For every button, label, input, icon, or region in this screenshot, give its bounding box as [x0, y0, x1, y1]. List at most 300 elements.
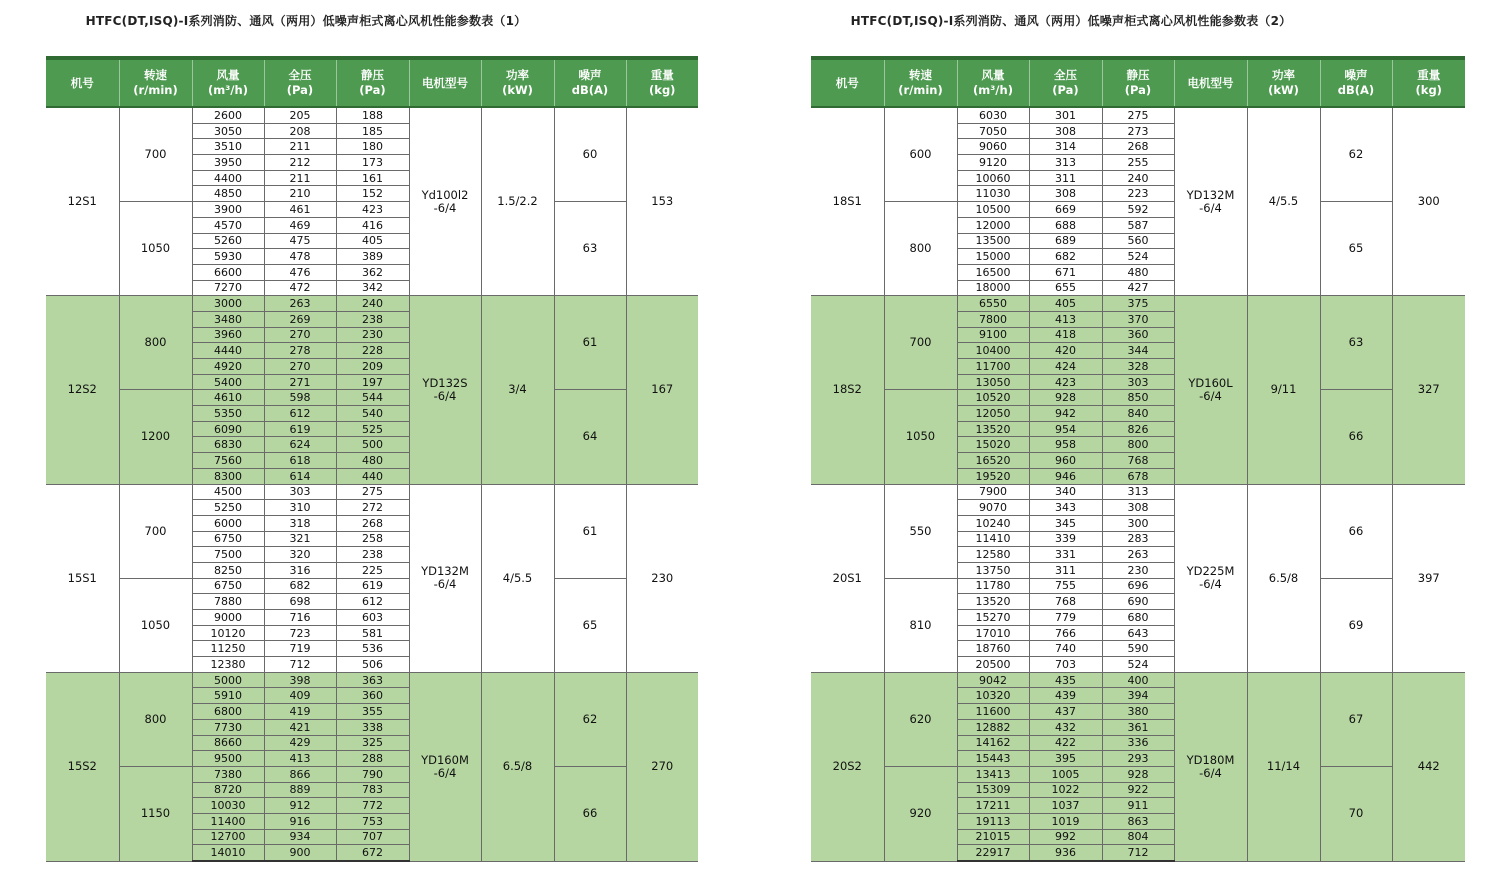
total-pressure-cell: 889 — [264, 782, 336, 798]
fan-model-cell: 20S1 — [811, 484, 884, 672]
noise-cell: 63 — [554, 202, 626, 296]
total-pressure-cell: 669 — [1029, 202, 1102, 218]
noise-cell: 69 — [1320, 578, 1392, 672]
motor-model-cell: YD160M -6/4 — [409, 672, 481, 861]
header-motor: 电机型号 — [1174, 58, 1247, 107]
airflow-cell: 12882 — [957, 719, 1029, 735]
static-pressure-cell: 268 — [1102, 139, 1174, 155]
airflow-cell: 6550 — [957, 296, 1029, 312]
total-pressure-cell: 946 — [1029, 468, 1102, 484]
speed-cell: 1200 — [119, 390, 192, 484]
total-pressure-cell: 303 — [264, 484, 336, 500]
static-pressure-cell: 308 — [1102, 500, 1174, 516]
header-speed: 转速 (r/min) — [884, 58, 957, 107]
table-row — [46, 296, 698, 312]
airflow-cell: 10400 — [957, 343, 1029, 359]
total-pressure-cell: 422 — [1029, 735, 1102, 751]
fan-spec-table — [46, 56, 698, 862]
total-pressure-cell: 942 — [1029, 406, 1102, 422]
airflow-cell: 6090 — [192, 421, 264, 437]
total-pressure-cell: 866 — [264, 766, 336, 782]
weight-cell: 167 — [626, 296, 698, 484]
airflow-cell: 6600 — [192, 264, 264, 280]
total-pressure-cell: 343 — [1029, 500, 1102, 516]
airflow-cell: 18760 — [957, 641, 1029, 657]
total-pressure-cell: 598 — [264, 390, 336, 406]
table-row — [811, 202, 1465, 218]
static-pressure-cell: 506 — [336, 657, 409, 673]
static-pressure-cell: 612 — [336, 594, 409, 610]
static-pressure-cell: 772 — [336, 798, 409, 814]
airflow-cell: 3000 — [192, 296, 264, 312]
static-pressure-cell: 342 — [336, 280, 409, 296]
header-static-pressure: 静压 (Pa) — [1102, 58, 1174, 107]
fan-model-cell: 12S1 — [46, 107, 119, 296]
airflow-cell: 5250 — [192, 500, 264, 516]
static-pressure-cell: 188 — [336, 107, 409, 123]
total-pressure-cell: 331 — [1029, 547, 1102, 563]
static-pressure-cell: 525 — [336, 421, 409, 437]
airflow-cell: 4920 — [192, 359, 264, 375]
airflow-cell: 11410 — [957, 531, 1029, 547]
table-title: HTFC(DT,ISQ)-I系列消防、通风（两用）低噪声柜式离心风机性能参数表（1） — [85, 14, 527, 28]
airflow-cell: 6750 — [192, 578, 264, 594]
airflow-cell: 9100 — [957, 327, 1029, 343]
power-cell: 6.5/8 — [1247, 484, 1320, 672]
motor-model-cell: Yd100l2 -6/4 — [409, 107, 481, 296]
total-pressure-cell: 1022 — [1029, 782, 1102, 798]
table-row — [811, 390, 1465, 406]
fan-model-cell: 15S2 — [46, 672, 119, 861]
weight-cell: 153 — [626, 107, 698, 296]
noise-cell: 65 — [1320, 202, 1392, 296]
static-pressure-cell: 524 — [1102, 249, 1174, 265]
header-weight: 重量 (kg) — [1392, 58, 1465, 107]
total-pressure-cell: 437 — [1029, 704, 1102, 720]
noise-cell: 62 — [554, 672, 626, 766]
speed-cell: 600 — [884, 107, 957, 202]
total-pressure-cell: 1037 — [1029, 798, 1102, 814]
table-row — [811, 484, 1465, 500]
airflow-cell: 9000 — [192, 610, 264, 626]
speed-cell: 1150 — [119, 766, 192, 861]
airflow-cell: 4610 — [192, 390, 264, 406]
table-row — [811, 766, 1465, 782]
airflow-cell: 6030 — [957, 107, 1029, 123]
static-pressure-cell: 355 — [336, 704, 409, 720]
airflow-cell: 14162 — [957, 735, 1029, 751]
total-pressure-cell: 421 — [264, 719, 336, 735]
airflow-cell: 11600 — [957, 704, 1029, 720]
total-pressure-cell: 723 — [264, 625, 336, 641]
airflow-cell: 14010 — [192, 845, 264, 861]
speed-cell: 700 — [119, 107, 192, 202]
total-pressure-cell: 429 — [264, 735, 336, 751]
total-pressure-cell: 419 — [264, 704, 336, 720]
airflow-cell: 4400 — [192, 170, 264, 186]
total-pressure-cell: 321 — [264, 531, 336, 547]
total-pressure-cell: 719 — [264, 641, 336, 657]
static-pressure-cell: 258 — [336, 531, 409, 547]
total-pressure-cell: 614 — [264, 468, 336, 484]
total-pressure-cell: 318 — [264, 515, 336, 531]
table-row — [46, 202, 698, 218]
total-pressure-cell: 618 — [264, 453, 336, 469]
header-motor: 电机型号 — [409, 58, 481, 107]
airflow-cell: 16520 — [957, 453, 1029, 469]
noise-cell: 62 — [1320, 107, 1392, 202]
static-pressure-cell: 238 — [336, 547, 409, 563]
total-pressure-cell: 212 — [264, 155, 336, 171]
fan-model-cell: 18S2 — [811, 296, 884, 484]
airflow-cell: 6830 — [192, 437, 264, 453]
static-pressure-cell: 928 — [1102, 766, 1174, 782]
noise-cell: 61 — [554, 484, 626, 578]
airflow-cell: 11700 — [957, 359, 1029, 375]
static-pressure-cell: 500 — [336, 437, 409, 453]
airflow-cell: 9042 — [957, 672, 1029, 688]
total-pressure-cell: 301 — [1029, 107, 1102, 123]
airflow-cell: 8660 — [192, 735, 264, 751]
static-pressure-cell: 273 — [1102, 123, 1174, 139]
total-pressure-cell: 712 — [264, 657, 336, 673]
airflow-cell: 19520 — [957, 468, 1029, 484]
motor-model-cell: YD132M -6/4 — [409, 484, 481, 672]
airflow-cell: 4850 — [192, 186, 264, 202]
airflow-cell: 13050 — [957, 374, 1029, 390]
speed-cell: 1050 — [119, 578, 192, 672]
airflow-cell: 4570 — [192, 217, 264, 233]
static-pressure-cell: 197 — [336, 374, 409, 390]
static-pressure-cell: 223 — [1102, 186, 1174, 202]
weight-cell: 300 — [1392, 107, 1465, 296]
airflow-cell: 7880 — [192, 594, 264, 610]
header-power: 功率 (kW) — [481, 58, 554, 107]
static-pressure-cell: 544 — [336, 390, 409, 406]
airflow-cell: 2600 — [192, 107, 264, 123]
airflow-cell: 17010 — [957, 625, 1029, 641]
total-pressure-cell: 682 — [264, 578, 336, 594]
noise-cell: 70 — [1320, 766, 1392, 861]
total-pressure-cell: 740 — [1029, 641, 1102, 657]
motor-model-cell: YD225M -6/4 — [1174, 484, 1247, 672]
static-pressure-cell: 275 — [336, 484, 409, 500]
static-pressure-cell: 768 — [1102, 453, 1174, 469]
noise-cell: 67 — [1320, 672, 1392, 766]
total-pressure-cell: 476 — [264, 264, 336, 280]
static-pressure-cell: 360 — [1102, 327, 1174, 343]
total-pressure-cell: 1019 — [1029, 813, 1102, 829]
airflow-cell: 17211 — [957, 798, 1029, 814]
power-cell: 6.5/8 — [481, 672, 554, 861]
fan-model-cell: 18S1 — [811, 107, 884, 296]
total-pressure-cell: 478 — [264, 249, 336, 265]
header-airflow: 风量 (m³/h) — [192, 58, 264, 107]
total-pressure-cell: 313 — [1029, 155, 1102, 171]
static-pressure-cell: 643 — [1102, 625, 1174, 641]
static-pressure-cell: 400 — [1102, 672, 1174, 688]
static-pressure-cell: 338 — [336, 719, 409, 735]
noise-cell: 66 — [1320, 484, 1392, 578]
airflow-cell: 12000 — [957, 217, 1029, 233]
static-pressure-cell: 707 — [336, 829, 409, 845]
power-cell: 4/5.5 — [481, 484, 554, 672]
airflow-cell: 5910 — [192, 688, 264, 704]
airflow-cell: 11030 — [957, 186, 1029, 202]
airflow-cell: 10120 — [192, 625, 264, 641]
total-pressure-cell: 308 — [1029, 123, 1102, 139]
power-cell: 3/4 — [481, 296, 554, 484]
static-pressure-cell: 283 — [1102, 531, 1174, 547]
table-row — [811, 672, 1465, 688]
total-pressure-cell: 339 — [1029, 531, 1102, 547]
static-pressure-cell: 230 — [1102, 562, 1174, 578]
total-pressure-cell: 420 — [1029, 343, 1102, 359]
airflow-cell: 21015 — [957, 829, 1029, 845]
static-pressure-cell: 240 — [336, 296, 409, 312]
static-pressure-cell: 288 — [336, 751, 409, 767]
static-pressure-cell: 303 — [1102, 374, 1174, 390]
total-pressure-cell: 439 — [1029, 688, 1102, 704]
static-pressure-cell: 230 — [336, 327, 409, 343]
static-pressure-cell: 300 — [1102, 515, 1174, 531]
airflow-cell: 4440 — [192, 343, 264, 359]
total-pressure-cell: 936 — [1029, 845, 1102, 861]
noise-cell: 66 — [554, 766, 626, 861]
speed-cell: 800 — [119, 672, 192, 766]
total-pressure-cell: 340 — [1029, 484, 1102, 500]
airflow-cell: 5350 — [192, 406, 264, 422]
airflow-cell: 7500 — [192, 547, 264, 563]
total-pressure-cell: 413 — [1029, 311, 1102, 327]
static-pressure-cell: 540 — [336, 406, 409, 422]
static-pressure-cell: 423 — [336, 202, 409, 218]
static-pressure-cell: 619 — [336, 578, 409, 594]
airflow-cell: 7730 — [192, 719, 264, 735]
header-speed: 转速 (r/min) — [119, 58, 192, 107]
airflow-cell: 10240 — [957, 515, 1029, 531]
airflow-cell: 10030 — [192, 798, 264, 814]
weight-cell: 327 — [1392, 296, 1465, 484]
static-pressure-cell: 850 — [1102, 390, 1174, 406]
airflow-cell: 22917 — [957, 845, 1029, 861]
static-pressure-cell: 361 — [1102, 719, 1174, 735]
noise-cell: 63 — [1320, 296, 1392, 390]
weight-cell: 270 — [626, 672, 698, 861]
total-pressure-cell: 435 — [1029, 672, 1102, 688]
static-pressure-cell: 185 — [336, 123, 409, 139]
total-pressure-cell: 278 — [264, 343, 336, 359]
table-row — [46, 672, 698, 688]
static-pressure-cell: 826 — [1102, 421, 1174, 437]
total-pressure-cell: 671 — [1029, 264, 1102, 280]
weight-cell: 397 — [1392, 484, 1465, 672]
airflow-cell: 19113 — [957, 813, 1029, 829]
static-pressure-cell: 590 — [1102, 641, 1174, 657]
header-total-pressure: 全压 (Pa) — [264, 58, 336, 107]
airflow-cell: 11250 — [192, 641, 264, 657]
static-pressure-cell: 480 — [336, 453, 409, 469]
static-pressure-cell: 560 — [1102, 233, 1174, 249]
static-pressure-cell: 480 — [1102, 264, 1174, 280]
static-pressure-cell: 536 — [336, 641, 409, 657]
table-row — [811, 296, 1465, 312]
airflow-cell: 15443 — [957, 751, 1029, 767]
airflow-cell: 7560 — [192, 453, 264, 469]
noise-cell: 60 — [554, 107, 626, 202]
total-pressure-cell: 716 — [264, 610, 336, 626]
static-pressure-cell: 328 — [1102, 359, 1174, 375]
airflow-cell: 9060 — [957, 139, 1029, 155]
static-pressure-cell: 592 — [1102, 202, 1174, 218]
static-pressure-cell: 275 — [1102, 107, 1174, 123]
airflow-cell: 12700 — [192, 829, 264, 845]
airflow-cell: 16500 — [957, 264, 1029, 280]
total-pressure-cell: 418 — [1029, 327, 1102, 343]
airflow-cell: 8300 — [192, 468, 264, 484]
noise-cell: 61 — [554, 296, 626, 390]
airflow-cell: 7800 — [957, 311, 1029, 327]
airflow-cell: 12580 — [957, 547, 1029, 563]
total-pressure-cell: 960 — [1029, 453, 1102, 469]
static-pressure-cell: 228 — [336, 343, 409, 359]
airflow-cell: 13750 — [957, 562, 1029, 578]
speed-cell: 810 — [884, 578, 957, 672]
static-pressure-cell: 380 — [1102, 704, 1174, 720]
airflow-cell: 3960 — [192, 327, 264, 343]
total-pressure-cell: 1005 — [1029, 766, 1102, 782]
speed-cell: 1050 — [884, 390, 957, 484]
airflow-cell: 6750 — [192, 531, 264, 547]
airflow-cell: 3900 — [192, 202, 264, 218]
total-pressure-cell: 755 — [1029, 578, 1102, 594]
static-pressure-cell: 783 — [336, 782, 409, 798]
power-cell: 9/11 — [1247, 296, 1320, 484]
static-pressure-cell: 375 — [1102, 296, 1174, 312]
static-pressure-cell: 524 — [1102, 657, 1174, 673]
static-pressure-cell: 394 — [1102, 688, 1174, 704]
airflow-cell: 9070 — [957, 500, 1029, 516]
airflow-cell: 10320 — [957, 688, 1029, 704]
total-pressure-cell: 768 — [1029, 594, 1102, 610]
static-pressure-cell: 325 — [336, 735, 409, 751]
motor-model-cell: YD180M -6/4 — [1174, 672, 1247, 861]
fan-spec-table — [811, 56, 1465, 862]
total-pressure-cell: 398 — [264, 672, 336, 688]
airflow-cell: 4500 — [192, 484, 264, 500]
airflow-cell: 13500 — [957, 233, 1029, 249]
header-static-pressure: 静压 (Pa) — [336, 58, 409, 107]
total-pressure-cell: 682 — [1029, 249, 1102, 265]
static-pressure-cell: 152 — [336, 186, 409, 202]
static-pressure-cell: 587 — [1102, 217, 1174, 233]
static-pressure-cell: 922 — [1102, 782, 1174, 798]
header-model: 机号 — [46, 58, 119, 107]
static-pressure-cell: 440 — [336, 468, 409, 484]
table-title: HTFC(DT,ISQ)-I系列消防、通风（两用）低噪声柜式离心风机性能参数表（2） — [850, 14, 1292, 28]
airflow-cell: 5930 — [192, 249, 264, 265]
total-pressure-cell: 619 — [264, 421, 336, 437]
airflow-cell: 7900 — [957, 484, 1029, 500]
static-pressure-cell: 240 — [1102, 170, 1174, 186]
static-pressure-cell: 672 — [336, 845, 409, 861]
airflow-cell: 5000 — [192, 672, 264, 688]
total-pressure-cell: 345 — [1029, 515, 1102, 531]
static-pressure-cell: 389 — [336, 249, 409, 265]
power-cell: 11/14 — [1247, 672, 1320, 861]
airflow-cell: 13413 — [957, 766, 1029, 782]
total-pressure-cell: 211 — [264, 170, 336, 186]
airflow-cell: 3510 — [192, 139, 264, 155]
static-pressure-cell: 209 — [336, 359, 409, 375]
static-pressure-cell: 238 — [336, 311, 409, 327]
airflow-cell: 8250 — [192, 562, 264, 578]
static-pressure-cell: 173 — [336, 155, 409, 171]
speed-cell: 1050 — [119, 202, 192, 296]
total-pressure-cell: 208 — [264, 123, 336, 139]
total-pressure-cell: 624 — [264, 437, 336, 453]
power-cell: 1.5/2.2 — [481, 107, 554, 296]
noise-cell: 65 — [554, 578, 626, 672]
airflow-cell: 3050 — [192, 123, 264, 139]
static-pressure-cell: 911 — [1102, 798, 1174, 814]
static-pressure-cell: 863 — [1102, 813, 1174, 829]
header-weight: 重量 (kg) — [626, 58, 698, 107]
total-pressure-cell: 270 — [264, 359, 336, 375]
total-pressure-cell: 395 — [1029, 751, 1102, 767]
header-power: 功率 (kW) — [1247, 58, 1320, 107]
header-model: 机号 — [811, 58, 884, 107]
motor-model-cell: YD132S -6/4 — [409, 296, 481, 484]
static-pressure-cell: 840 — [1102, 406, 1174, 422]
static-pressure-cell: 363 — [336, 672, 409, 688]
airflow-cell: 18000 — [957, 280, 1029, 296]
total-pressure-cell: 900 — [264, 845, 336, 861]
total-pressure-cell: 469 — [264, 217, 336, 233]
airflow-cell: 5260 — [192, 233, 264, 249]
speed-cell: 700 — [119, 484, 192, 578]
airflow-cell: 10060 — [957, 170, 1029, 186]
total-pressure-cell: 316 — [264, 562, 336, 578]
total-pressure-cell: 655 — [1029, 280, 1102, 296]
airflow-cell: 12380 — [192, 657, 264, 673]
total-pressure-cell: 263 — [264, 296, 336, 312]
speed-cell: 620 — [884, 672, 957, 766]
speed-cell: 800 — [119, 296, 192, 390]
airflow-cell: 20500 — [957, 657, 1029, 673]
static-pressure-cell: 272 — [336, 500, 409, 516]
static-pressure-cell: 678 — [1102, 468, 1174, 484]
total-pressure-cell: 409 — [264, 688, 336, 704]
total-pressure-cell: 269 — [264, 311, 336, 327]
total-pressure-cell: 912 — [264, 798, 336, 814]
static-pressure-cell: 180 — [336, 139, 409, 155]
static-pressure-cell: 161 — [336, 170, 409, 186]
total-pressure-cell: 766 — [1029, 625, 1102, 641]
static-pressure-cell: 268 — [336, 515, 409, 531]
weight-cell: 442 — [1392, 672, 1465, 861]
total-pressure-cell: 270 — [264, 327, 336, 343]
total-pressure-cell: 310 — [264, 500, 336, 516]
total-pressure-cell: 698 — [264, 594, 336, 610]
airflow-cell: 15309 — [957, 782, 1029, 798]
motor-model-cell: YD160L -6/4 — [1174, 296, 1247, 484]
static-pressure-cell: 225 — [336, 562, 409, 578]
total-pressure-cell: 205 — [264, 107, 336, 123]
airflow-cell: 6000 — [192, 515, 264, 531]
static-pressure-cell: 690 — [1102, 594, 1174, 610]
static-pressure-cell: 696 — [1102, 578, 1174, 594]
